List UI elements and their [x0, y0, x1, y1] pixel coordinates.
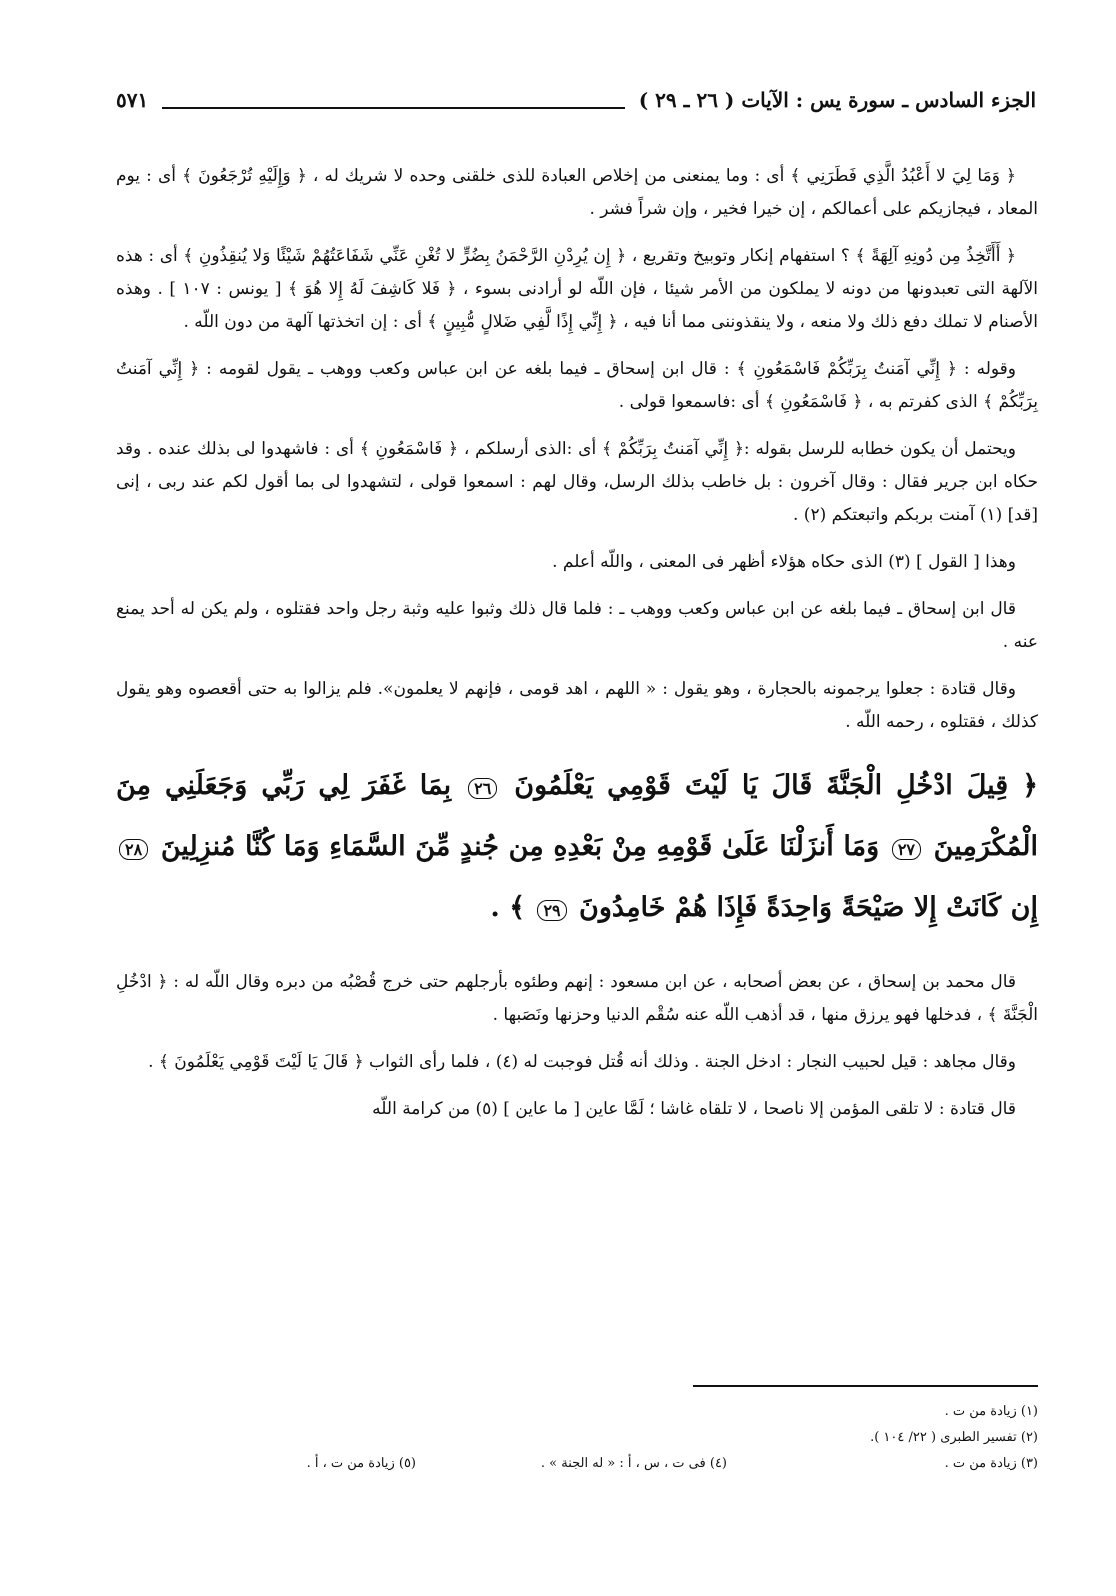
footnote-2: (٢) تفسير الطبرى ( ٢٢/ ١٠٤ ). — [870, 1430, 1038, 1445]
paragraph-8: قال محمد بن إسحاق ، عن بعض أصحابه ، عن ابن مسعود : إنهم وطئوه بأرجلهم حتى خرج قُصْبُه من دبره وقال اللّه له : ﴿ ادْخُلِ الْجَنَّةَ ﴾ ، فدخلها فهو يرزق منها ، قد أذهب اللّه عنه سُقْم الدنيا وحزنها ونَصَبها . — [116, 972, 1038, 1025]
footnote-5: (٥) زيادة من ت ، أ . — [306, 1456, 416, 1471]
paragraph-7: وقال قتادة : جعلوا يرجمونه بالحجارة ، وهو يقول : « اللهم ، اهد قومى ، فإنهم لا يعلمون». فلم يزالوا به حتى أقعصوه وهو يقول كذلك ، فقتلوه ، رحمه اللّه . — [116, 679, 1038, 732]
paragraph-1: ﴿ وَمَا لِيَ لا أَعْبُدُ الَّذِي فَطَرَنِي ﴾ أى : وما يمنعنى من إخلاص العبادة للذى خلقنى وحده لا شريك له ، ﴿ وَإِلَيْهِ تُرْجَعُونَ ﴾ أى : يوم المعاد ، فيجازيكم على أعمالكم ، إن خيرا فخير ، وإن شراً فشر . — [116, 166, 1038, 219]
footnote-3: (٣) زيادة من ت . — [944, 1456, 1038, 1471]
footnote-rule — [693, 1385, 1038, 1387]
paragraph-5: وهذا [ القول ] (٣) الذى حكاه هؤلاء أظهر فى المعنى ، واللّه أعلم . — [552, 552, 1016, 572]
paragraph-6: قال ابن إسحاق ـ فيما بلغه عن ابن عباس وكعب ووهب ـ : فلما قال ذلك وثبوا عليه وثبة رجل واحد فقتلوه ، ولم يكن له أحد يمنع عنه . — [116, 599, 1038, 652]
verse-text-29: إِن كَانَتْ إِلا صَيْحَةً وَاحِدَةً فَإِذَا هُمْ خَامِدُونَ — [579, 892, 1038, 923]
running-title: الجزء السادس ـ سورة يس : الآيات ( ٢٦ ـ ٢٩ ) — [638, 88, 1036, 112]
quran-verse-block — [116, 757, 1038, 940]
footnote-4: (٤) فى ت ، س ، أ : « له الجنة » . — [540, 1456, 727, 1471]
page-header — [116, 80, 1036, 120]
page-body — [116, 160, 1038, 1140]
verse-text-28: وَمَا أَنزَلْنَا عَلَىٰ قَوْمِهِ مِنْ بَعْدِهِ مِن جُندٍ مِّنَ السَّمَاءِ وَمَا كُنَّا مُنزِلِينَ — [160, 831, 880, 862]
verse-text-26: ﴿ قِيلَ ادْخُلِ الْجَنَّةَ قَالَ يَا لَيْتَ قَوْمِي يَعْلَمُونَ — [514, 770, 1039, 801]
verse-text-27: بِمَا غَفَرَ لِي رَبِّي وَجَعَلَنِي مِنَ الْمُكْرَمِينَ — [116, 770, 1038, 862]
paragraph-3: وقوله : ﴿ إِنِّي آمَنتُ بِرَبِّكُمْ فَاسْمَعُونِ ﴾ : قال ابن إسحاق ـ فيما بلغه عن ابن عباس وكعب ووهب ـ يقول لقومه : ﴿ إِنِّي آمَنتُ بِرَبِّكُمْ ﴾ الذى كفرتم به ، ﴿ فَاسْمَعُونِ ﴾ أى :فاسمعوا قولى . — [116, 359, 1038, 412]
verse-number-26: ٢٦ — [468, 778, 497, 799]
header-rule — [162, 107, 625, 109]
verse-number-27: ٢٧ — [892, 839, 921, 860]
paragraph-2: ﴿ أَأَتَّخِذُ مِن دُونِهِ آلِهَةً ﴾ ؟ استفهام إنكار وتوبيخ وتقريع ، ﴿ إِن يُرِدْنِ الرَّحْمَنُ بِضُرٍّ لا تُغْنِ عَنِّي شَفَاعَتُهُمْ شَيْئًا وَلا يُنقِذُونِ ﴾ أى : هذه الآلهة التى تعبدونها من دونه لا يملكون من الأمر شيئا ، فإن اللّه لو أرادنى بسوء ، ﴿ فَلا كَاشِفَ لَهُ إِلا هُوَ ﴾ [ يونس : ١٠٧ ] . وهذه الأصنام لا تملك دفع ذلك ولا منعه ، ولا ينقذوننى مما أنا فيه ، ﴿ إِنِّي إِذًا لَّفِي ضَلالٍ مُّبِينٍ ﴾ أى : إن اتخذتها آلهة من دون اللّه . — [116, 246, 1038, 332]
paragraph-9: وقال مجاهد : قيل لحبيب النجار : ادخل الجنة . وذلك أنه قُتل فوجبت له (٤) ، فلما رأى الثواب ﴿ قَالَ يَا لَيْتَ قَوْمِي يَعْلَمُونَ ﴾ . — [148, 1052, 1016, 1072]
footnotes — [116, 1385, 1038, 1477]
page-number: ٥٧١ — [116, 88, 149, 112]
verse-number-29: ٢٩ — [537, 900, 566, 921]
verse-number-28: ٢٨ — [119, 839, 148, 860]
paragraph-10: قال قتادة : لا تلقى المؤمن إلا ناصحا ، لا تلقاه غاشا ؛ لَمَّا عاين [ ما عاين ] (٥) من كرامة اللّه — [372, 1099, 1016, 1119]
verse-end: ﴾ . — [490, 892, 526, 923]
paragraph-4: ويحتمل أن يكون خطابه للرسل بقوله :﴿ إِنِّي آمَنتُ بِرَبِّكُمْ ﴾ أى :الذى أرسلكم ، ﴿ فَاسْمَعُونِ ﴾ أى : فاشهدوا لى بذلك عنده . وقد حكاه ابن جرير فقال : وقال آخرون : بل خاطب بذلك الرسل، وقال لهم : اسمعوا قولى ، لتشهدوا لى بما أقول لكم عند ربى ، إنى [قد] (١) آمنت بربكم واتبعتكم (٢) . — [116, 439, 1038, 525]
footnote-row — [116, 1451, 1038, 1477]
footnote-1: (١) زيادة من ت . — [944, 1404, 1038, 1419]
